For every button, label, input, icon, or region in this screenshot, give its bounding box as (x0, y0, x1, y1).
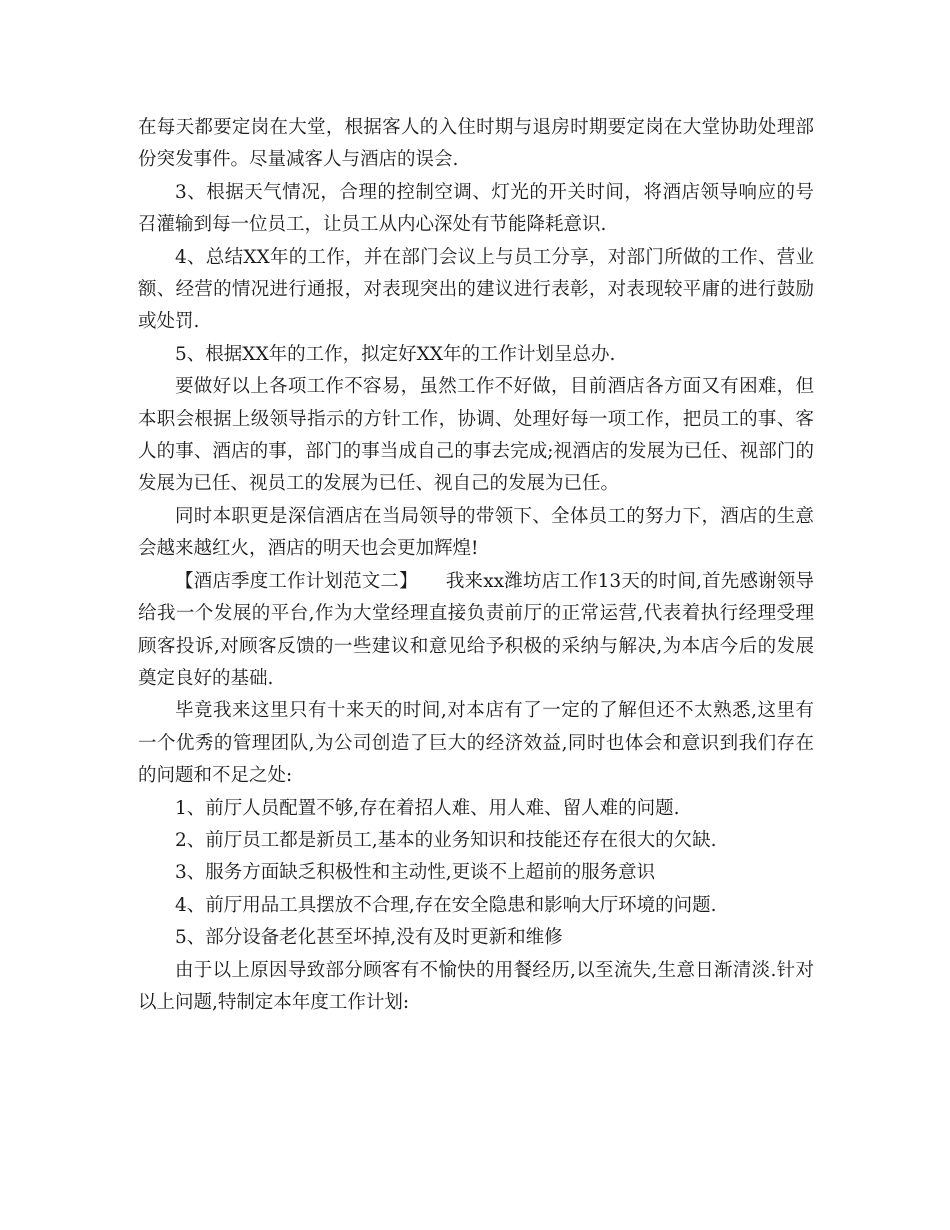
paragraph-sample-two: 【酒店季度工作计划范文二】 我来xx潍坊店工作13天的时间,首先感谢领导给我一个发展的平台,作为大堂经理直接负责前厅的正常运营,代表着执行经理受理顾客投诉,对顾客反馈的一些建议和意见给予积极的采纳与解决,为本店今后的发展奠定良好的基础. (138, 570, 814, 689)
list-item-problem-2: 2、前厅员工都是新员工,基本的业务知识和技能还存在很大的欠缺. (175, 829, 717, 851)
paragraph-item-3: 3、根据天气情况，合理的控制空调、灯光的开关时间，将酒店领导响应的号召灌输到每一位员工，让员工从内心深处有节能降耗意识. (138, 181, 814, 236)
paragraph-commitment: 要做好以上各项工作不容易，虽然工作不好做，目前酒店各方面又有困难，但本职会根据上级领导指示的方针工作，协调、处理好每一项工作，把员工的事、客人的事、酒店的事，部门的事当成自己的事去完成;视酒店的发展为已任、视部门的发展为已任、视员工的发展为已任、视自己的发展为已任。 (138, 376, 814, 495)
list-item-problem-1: 1、前厅人员配置不够,存在着招人难、用人难、留人难的问题. (175, 797, 680, 819)
paragraph-confidence: 同时本职更是深信酒店在当局领导的带领下、全体员工的努力下，酒店的生意会越来越红火，酒店的明天也会更加辉煌! (138, 505, 814, 560)
paragraph-continuation: 在每天都要定岗在大堂，根据客人的入住时期与退房时期要定岗在大堂协助处理部份突发事件。尽量减客人与酒店的误会. (138, 117, 814, 171)
paragraph-item-4: 4、总结XX年的工作，并在部门会议上与员工分享，对部门所做的工作、营业额、经营的情况进行通报，对表现突出的建议进行表彰，对表现较平庸的进行鼓励或处罚. (138, 246, 814, 333)
document-body (138, 112, 814, 1019)
paragraph-conclusion: 由于以上原因导致部分顾客有不愉快的用餐经历,以至流失,生意日渐清淡.针对以上问题,特制定本年度工作计划: (138, 959, 814, 1013)
list-item-problem-3: 3、服务方面缺乏积极性和主动性,更谈不上超前的服务意识 (175, 862, 656, 884)
paragraph-problems-intro: 毕竟我来这里只有十来天的时间,对本店有了一定的了解但还不太熟悉,这里有一个优秀的管理团队,为公司创造了巨大的经济效益,同时也体会和意识到我们存在的问题和不足之处: (138, 700, 814, 787)
list-item-problem-5: 5、部分设备老化甚至坏掉,没有及时更新和维修 (175, 927, 563, 949)
list-item-problem-4: 4、前厅用品工具摆放不合理,存在安全隐患和影响大厅环境的问题. (175, 894, 717, 916)
paragraph-item-5: 5、根据XX年的工作，拟定好XX年的工作计划呈总办. (175, 343, 616, 365)
